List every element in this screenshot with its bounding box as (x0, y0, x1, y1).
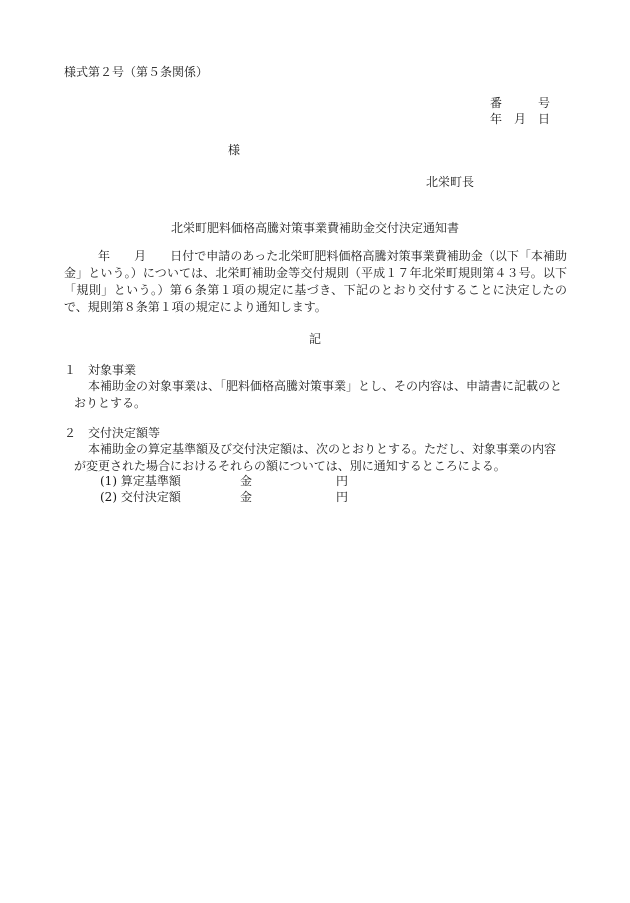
number-label-ban: 番 (490, 96, 503, 110)
amount-row-calculation-base (100, 473, 348, 490)
section-1-number: １ (64, 363, 77, 377)
amount-label: (2) 交付決定額 (100, 490, 181, 504)
recipient-suffix: 様 (228, 143, 241, 157)
amount-label: (1) 算定基準額 (100, 474, 181, 488)
section-1-title: 対象事業 (88, 363, 137, 377)
section-2-number: ２ (64, 426, 77, 440)
section-1-text: 本補助金の対象事業は、「肥料価格高騰対策事業」とし、その内容は、申請書に記載のとおりとする。 (74, 379, 563, 410)
section-1-body (64, 378, 567, 412)
section-2-heading (64, 425, 160, 442)
amount-yen-label: 円 (336, 474, 349, 488)
issuer-name: 北栄町長 (426, 175, 475, 189)
section-2-body (64, 441, 567, 475)
amount-row-decision (100, 489, 348, 506)
ki-heading: 記 (308, 332, 321, 346)
date-month-label: 月 (513, 112, 526, 126)
number-label-go: 号 (537, 96, 550, 110)
amount-kin-label: 金 (240, 474, 253, 488)
amount-kin-label: 金 (240, 490, 253, 504)
form-number: 様式第２号（第５条関係） (64, 65, 209, 79)
date-year-label: 年 (490, 112, 503, 126)
section-2-title: 交付決定額等 (88, 426, 161, 440)
section-2-text: 本補助金の算定基準額及び交付決定額は、次のとおりとする。ただし、対象事業の内容が変更された場合におけるそれらの額については、別に通知するところによる。 (74, 442, 557, 473)
body-paragraph-container (64, 248, 567, 316)
date-line (490, 111, 550, 128)
document-title: 北栄町肥料価格高騰対策事業費補助金交付決定通知書 (170, 221, 459, 235)
document-number-line (490, 95, 550, 112)
amount-yen-label: 円 (336, 490, 349, 504)
date-day-label: 日 (537, 112, 550, 126)
body-paragraph: 年 月 日付で申請のあった北栄町肥料価格高騰対策事業費補助金（以下「本補助金」という。）については、北栄町補助金等交付規則（平成１７年北栄町規則第４３号。以下「規則」という。）第６条第１項の規定に基づき、下記のとおり交付することに決定したので、規則第８条第１項の規定により通知します。 (64, 249, 567, 314)
section-1-heading (64, 362, 136, 379)
